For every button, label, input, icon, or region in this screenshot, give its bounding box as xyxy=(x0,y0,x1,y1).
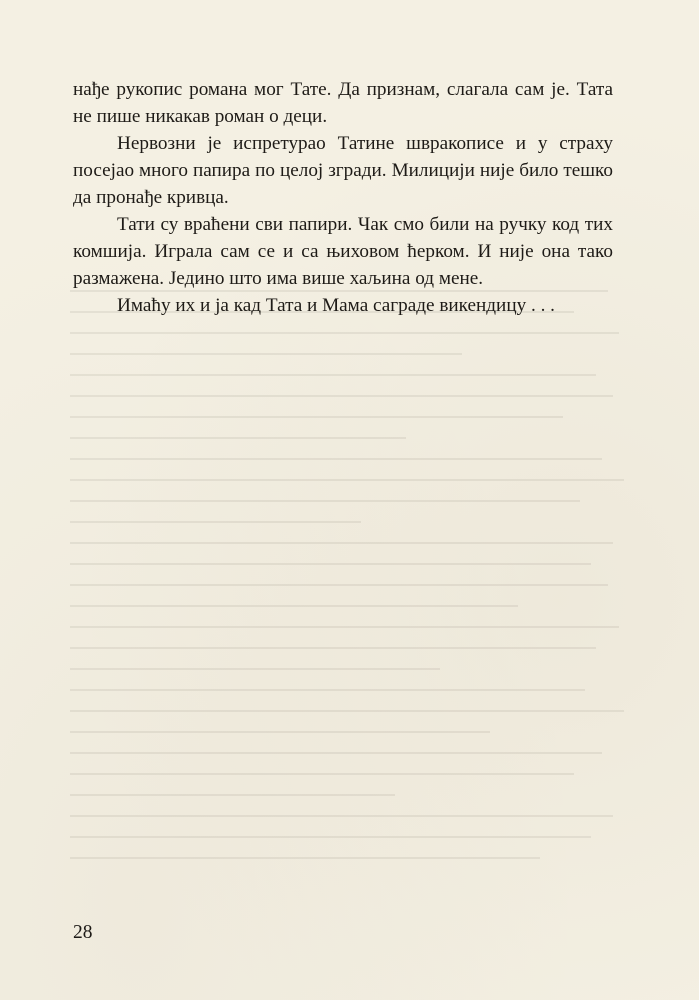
paragraph: Тати су враћени сви папири. Чак смо били на ручку код тих комшија. Играла сам се и са њиховом ћерком. И није она тако размажена. Једино што има више хаљина од мене. xyxy=(73,214,613,289)
page-number: 28 xyxy=(73,922,93,943)
paragraph: нађе рукопис романа мог Тате. Да признам, слагала сам је. Тата не пише никакав роман о деци. xyxy=(73,79,613,127)
paragraph: Имаћу их и ја кад Тата и Мама саграде викендицу . . . xyxy=(117,295,555,316)
show-through-text xyxy=(70,290,630,930)
paragraph: Нервозни је испретурао Татине швракописе и у страху посејао много папира по целој згради. Милицији није било тешко да пронађе кривца. xyxy=(73,133,613,208)
body-text xyxy=(73,76,613,319)
